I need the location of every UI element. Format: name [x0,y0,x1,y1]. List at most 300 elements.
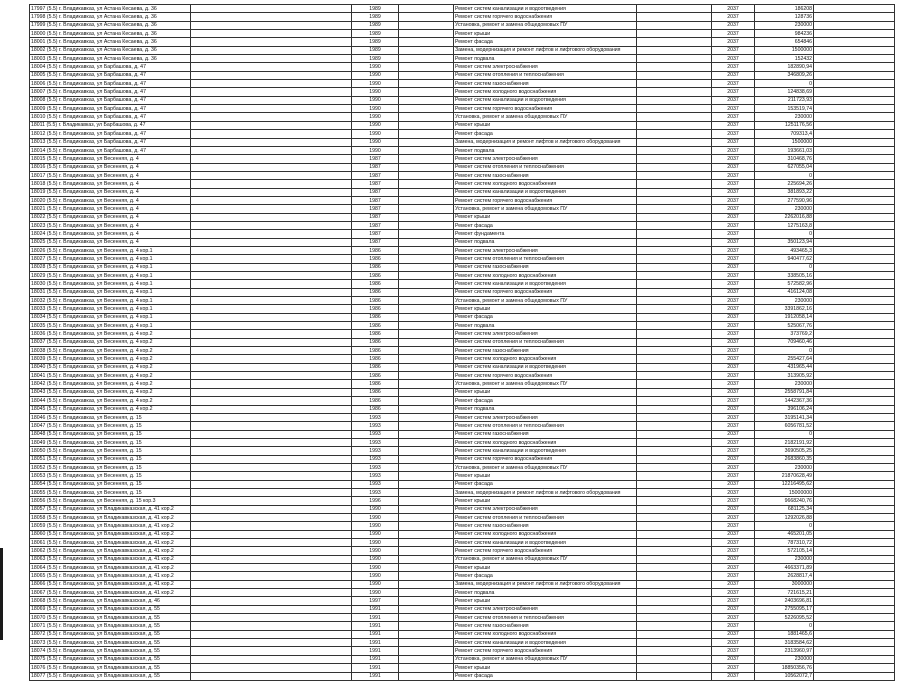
cell-work-type: Ремонт систем электроснабжения [454,505,637,513]
cell-blank [191,422,352,430]
cell-blank [191,88,352,96]
cell-build-year: 1987 [352,180,399,188]
cell-build-year: 1991 [352,614,399,622]
table-row [30,380,895,388]
cell-cost: 709460,46 [755,338,814,346]
cell-blank [637,589,712,597]
cell-work-type: Ремонт систем электроснабжения [454,246,637,254]
cell-blank [399,263,454,271]
table-row [30,96,895,104]
cell-blank [399,246,454,254]
cell-blank [191,105,352,113]
cell-cost: 572582,96 [755,280,814,288]
cell-blank [399,213,454,221]
cell-build-year: 1986 [352,313,399,321]
cell-blank [814,472,895,480]
cell-blank [814,505,895,513]
table-row [30,505,895,513]
cell-plan-year: 2037 [712,138,755,146]
cell-cost: 416124,08 [755,288,814,296]
cell-blank [637,38,712,46]
cell-build-year: 1990 [352,121,399,129]
cell-cost: 230000 [755,113,814,121]
cell-address: 17999 (5.5) г. Владикавказ, ул Астана Кесаева, д. 36 [30,21,191,29]
cell-work-type: Ремонт систем горячего водоснабжения [454,455,637,463]
cell-address: 18040 (5.5) г. Владикавказ, ул Весенняя, д. 4 кор.2 [30,363,191,371]
cell-blank [814,196,895,204]
cell-blank [191,505,352,513]
cell-blank [814,5,895,13]
cell-address: 18047 (5.5) г. Владикавказ, ул Весенняя, д. 15 [30,422,191,430]
cell-address: 18013 (5.5) г. Владикавказ, ул Барбашова, д. 47 [30,138,191,146]
cell-blank [191,180,352,188]
cell-build-year: 1990 [352,138,399,146]
cell-blank [814,138,895,146]
cell-cost: 193661,03 [755,146,814,154]
cell-cost: 0 [755,171,814,179]
cell-work-type: Ремонт систем горячего водоснабжения [454,647,637,655]
table-row [30,347,895,355]
cell-blank [399,380,454,388]
cell-plan-year: 2037 [712,163,755,171]
cell-work-type: Ремонт систем холодного водоснабжения [454,630,637,638]
cell-blank [399,430,454,438]
cell-work-type: Замена, модернизация и ремонт лифтов и лифтового оборудования [454,580,637,588]
cell-cost: 721615,21 [755,589,814,597]
table-row [30,355,895,363]
cell-build-year: 1990 [352,564,399,572]
cell-blank [399,347,454,355]
cell-blank [191,405,352,413]
cell-build-year: 1990 [352,105,399,113]
table-row [30,272,895,280]
cell-plan-year: 2037 [712,55,755,63]
cell-blank [399,180,454,188]
table-row [30,196,895,204]
cell-blank [637,21,712,29]
cell-plan-year: 2037 [712,238,755,246]
cell-blank [191,480,352,488]
cell-blank [191,80,352,88]
cell-plan-year: 2037 [712,438,755,446]
cell-address: 18004 (5.5) г. Владикавказ, ул Барбашова, д. 47 [30,63,191,71]
cell-build-year: 1987 [352,213,399,221]
cell-blank [399,589,454,597]
cell-plan-year: 2037 [712,280,755,288]
cell-blank [191,55,352,63]
cell-build-year: 1991 [352,672,399,680]
cell-cost: 1500000 [755,138,814,146]
cell-blank [637,130,712,138]
table-row [30,580,895,588]
table-row [30,246,895,254]
cell-plan-year: 2037 [712,630,755,638]
cell-blank [637,330,712,338]
cell-build-year: 1993 [352,472,399,480]
cell-blank [637,213,712,221]
table-row [30,622,895,630]
cell-plan-year: 2037 [712,614,755,622]
cell-address: 18024 (5.5) г. Владикавказ, ул Весенняя, д. 4 [30,230,191,238]
cell-blank [814,338,895,346]
cell-cost: 1912058,14 [755,313,814,321]
cell-blank [637,288,712,296]
cell-work-type: Ремонт фасада [454,672,637,680]
cell-blank [399,46,454,54]
cell-build-year: 1987 [352,238,399,246]
cell-work-type: Ремонт фасада [454,397,637,405]
cell-blank [399,96,454,104]
cell-blank [399,355,454,363]
cell-blank [191,630,352,638]
cell-address: 18065 (5.5) г. Владикавказ, ул Владикавказская, д. 41 кор.2 [30,572,191,580]
cell-build-year: 1991 [352,647,399,655]
table-row [30,455,895,463]
cell-build-year: 1993 [352,455,399,463]
cell-address: 18035 (5.5) г. Владикавказ, ул Весенняя, д. 4 кор.1 [30,322,191,330]
table-row [30,38,895,46]
cell-cost: 350123,94 [755,238,814,246]
cell-build-year: 1986 [352,246,399,254]
cell-build-year: 1990 [352,130,399,138]
cell-plan-year: 2037 [712,472,755,480]
cell-blank [814,88,895,96]
cell-blank [191,539,352,547]
cell-blank [399,196,454,204]
cell-plan-year: 2037 [712,522,755,530]
cell-blank [637,438,712,446]
table-row [30,664,895,672]
cell-build-year: 1987 [352,188,399,196]
cell-blank [814,130,895,138]
cell-blank [814,313,895,321]
cell-address: 18008 (5.5) г. Владикавказ, ул Барбашова, д. 47 [30,96,191,104]
cell-address: 18003 (5.5) г. Владикавказ, ул Астана Кесаева, д. 36 [30,55,191,63]
cell-cost: 5226095,52 [755,614,814,622]
cell-work-type: Установка, ремонт и замена общедомовых ПУ [454,21,637,29]
cell-work-type: Установка, ремонт и замена общедомовых ПУ [454,655,637,663]
cell-plan-year: 2037 [712,497,755,505]
cell-build-year: 1987 [352,163,399,171]
cell-blank [191,497,352,505]
cell-blank [191,138,352,146]
cell-build-year: 1993 [352,430,399,438]
cell-blank [191,463,352,471]
cell-work-type: Установка, ремонт и замена общедомовых ПУ [454,297,637,305]
cell-work-type: Ремонт подвала [454,405,637,413]
cell-work-type: Ремонт подвала [454,55,637,63]
cell-blank [399,188,454,196]
cell-plan-year: 2037 [712,380,755,388]
cell-blank [814,622,895,630]
cell-build-year: 1986 [352,272,399,280]
cell-cost: 10562072,7 [755,672,814,680]
cell-cost: 313905,92 [755,372,814,380]
cell-work-type: Ремонт систем отопления и теплоснабжения [454,422,637,430]
cell-work-type: Ремонт систем отопления и теплоснабжения [454,513,637,521]
cell-cost: 230000 [755,463,814,471]
cell-blank [814,455,895,463]
cell-address: 18034 (5.5) г. Владикавказ, ул Весенняя, д. 4 кор.1 [30,313,191,321]
cell-build-year: 1990 [352,547,399,555]
cell-cost: 681125,34 [755,505,814,513]
cell-work-type: Ремонт систем отопления и теплоснабжения [454,338,637,346]
cell-blank [399,455,454,463]
cell-cost: 465201,05 [755,530,814,538]
cell-blank [399,155,454,163]
cell-build-year: 1990 [352,580,399,588]
cell-blank [814,513,895,521]
table-row [30,672,895,680]
cell-blank [191,38,352,46]
cell-blank [191,605,352,613]
cell-blank [814,205,895,213]
cell-work-type: Установка, ремонт и замена общедомовых ПУ [454,205,637,213]
cell-blank [814,288,895,296]
cell-build-year: 1990 [352,88,399,96]
cell-work-type: Ремонт систем холодного водоснабжения [454,180,637,188]
cell-blank [814,397,895,405]
cell-blank [637,488,712,496]
cell-blank [399,447,454,455]
cell-blank [814,597,895,605]
cell-blank [399,463,454,471]
cell-address: 18000 (5.5) г. Владикавказ, ул Астана Кесаева, д. 36 [30,30,191,38]
cell-cost: 1292026,88 [755,513,814,521]
cell-work-type: Ремонт фасада [454,313,637,321]
cell-build-year: 1991 [352,605,399,613]
table-row [30,463,895,471]
cell-blank [814,263,895,271]
cell-blank [399,597,454,605]
cell-address: 18074 (5.5) г. Владикавказ, ул Владикавказская, д. 55 [30,647,191,655]
cell-address: 18023 (5.5) г. Владикавказ, ул Весенняя, д. 4 [30,221,191,229]
cell-blank [191,388,352,396]
cell-cost: 2558791,84 [755,388,814,396]
cell-work-type: Ремонт крыши [454,121,637,129]
cell-cost: 654846 [755,38,814,46]
cell-work-type: Ремонт систем горячего водоснабжения [454,196,637,204]
cell-plan-year: 2037 [712,21,755,29]
cell-plan-year: 2037 [712,597,755,605]
cell-blank [399,438,454,446]
cell-build-year: 1986 [352,363,399,371]
cell-build-year: 1996 [352,497,399,505]
cell-work-type: Ремонт крыши [454,305,637,313]
cell-blank [814,422,895,430]
cell-cost: 1275163,8 [755,221,814,229]
cell-blank [399,88,454,96]
cell-blank [637,597,712,605]
cell-plan-year: 2037 [712,555,755,563]
cell-blank [191,555,352,563]
cell-blank [814,155,895,163]
cell-address: 18021 (5.5) г. Владикавказ, ул Весенняя, д. 4 [30,205,191,213]
cell-blank [399,255,454,263]
cell-blank [191,238,352,246]
cell-blank [637,272,712,280]
table-row [30,605,895,613]
cell-address: 18076 (5.5) г. Владикавказ, ул Владикавказская, д. 55 [30,664,191,672]
cell-blank [191,655,352,663]
cell-build-year: 1990 [352,146,399,154]
table-row [30,130,895,138]
cell-work-type: Ремонт систем холодного водоснабжения [454,272,637,280]
cell-work-type: Ремонт систем канализации и водоотведения [454,639,637,647]
cell-blank [814,46,895,54]
cell-address: 18067 (5.5) г. Владикавказ, ул Владикавказская, д. 41 кор.2 [30,589,191,597]
cell-work-type: Ремонт систем холодного водоснабжения [454,530,637,538]
cell-blank [637,630,712,638]
table-row [30,422,895,430]
cell-plan-year: 2037 [712,664,755,672]
cell-work-type: Ремонт систем холодного водоснабжения [454,355,637,363]
cell-work-type: Ремонт крыши [454,30,637,38]
cell-blank [637,547,712,555]
cell-address: 18005 (5.5) г. Владикавказ, ул Барбашова, д. 47 [30,71,191,79]
cell-work-type: Ремонт фасада [454,130,637,138]
cell-blank [814,272,895,280]
cell-blank [191,430,352,438]
table-row [30,121,895,129]
cell-build-year: 1989 [352,55,399,63]
table-row [30,539,895,547]
table-row [30,322,895,330]
cell-address: 18066 (5.5) г. Владикавказ, ул Владикавказская, д. 41 кор.2 [30,580,191,588]
cell-plan-year: 2037 [712,447,755,455]
cell-build-year: 1993 [352,480,399,488]
cell-blank [191,280,352,288]
cell-cost: 277590,96 [755,196,814,204]
cell-blank [399,30,454,38]
cell-address: 18057 (5.5) г. Владикавказ, ул Владикавказская, д. 41 кор.2 [30,505,191,513]
cell-address: 18038 (5.5) г. Владикавказ, ул Весенняя, д. 4 кор.2 [30,347,191,355]
cell-blank [814,113,895,121]
cell-cost: 182890,94 [755,63,814,71]
table-row [30,413,895,421]
cell-build-year: 1986 [352,322,399,330]
cell-plan-year: 2037 [712,38,755,46]
cell-blank [814,230,895,238]
cell-blank [191,297,352,305]
cell-blank [191,488,352,496]
cell-blank [399,505,454,513]
cell-work-type: Ремонт систем горячего водоснабжения [454,288,637,296]
cell-blank [637,155,712,163]
cell-blank [191,63,352,71]
cell-cost: 15000000 [755,488,814,496]
cell-blank [191,330,352,338]
cell-blank [814,330,895,338]
cell-work-type: Ремонт систем горячего водоснабжения [454,13,637,21]
cell-cost: 431965,44 [755,363,814,371]
cell-address: 18033 (5.5) г. Владикавказ, ул Весенняя, д. 4 кор.1 [30,305,191,313]
cell-address: 18048 (5.5) г. Владикавказ, ул Весенняя, д. 15 [30,430,191,438]
cell-address: 18069 (5.5) г. Владикавказ, ул Владикавказская, д. 55 [30,605,191,613]
cell-plan-year: 2037 [712,355,755,363]
cell-plan-year: 2037 [712,622,755,630]
cell-blank [814,488,895,496]
cell-blank [191,672,352,680]
cell-plan-year: 2037 [712,455,755,463]
cell-blank [191,263,352,271]
cell-blank [814,297,895,305]
cell-blank [814,363,895,371]
cell-blank [814,221,895,229]
cell-blank [814,605,895,613]
cell-address: 18030 (5.5) г. Владикавказ, ул Весенняя, д. 4 кор.1 [30,280,191,288]
cell-cost: 0 [755,230,814,238]
cell-blank [814,497,895,505]
table-row [30,447,895,455]
table-row [30,397,895,405]
cell-plan-year: 2037 [712,272,755,280]
cell-work-type: Ремонт систем отопления и теплоснабжения [454,71,637,79]
cell-blank [399,472,454,480]
cell-cost: 2683860,35 [755,455,814,463]
cell-blank [191,246,352,254]
cell-plan-year: 2037 [712,246,755,254]
cell-plan-year: 2037 [712,46,755,54]
cell-plan-year: 2037 [712,647,755,655]
cell-build-year: 1986 [352,330,399,338]
cell-blank [191,347,352,355]
cell-blank [814,255,895,263]
cell-plan-year: 2037 [712,263,755,271]
cell-blank [814,71,895,79]
cell-address: 18016 (5.5) г. Владикавказ, ул Весенняя, д. 4 [30,163,191,171]
cell-blank [814,447,895,455]
cell-cost: 230000 [755,205,814,213]
cell-address: 18042 (5.5) г. Владикавказ, ул Весенняя, д. 4 кор.2 [30,380,191,388]
cell-cost: 310468,76 [755,155,814,163]
cell-cost: 211723,93 [755,96,814,104]
cell-address: 18058 (5.5) г. Владикавказ, ул Владикавказская, д. 41 кор.2 [30,513,191,521]
cell-plan-year: 2037 [712,213,755,221]
cell-plan-year: 2037 [712,196,755,204]
cell-cost: 230000 [755,21,814,29]
cell-build-year: 1986 [352,338,399,346]
cell-blank [814,413,895,421]
table-row [30,263,895,271]
cell-plan-year: 2037 [712,305,755,313]
cell-blank [637,655,712,663]
cell-blank [814,564,895,572]
cell-blank [637,297,712,305]
cell-address: 18064 (5.5) г. Владикавказ, ул Владикавказская, д. 41 кор.2 [30,564,191,572]
table-row [30,438,895,446]
cell-blank [814,372,895,380]
cell-address: 18063 (5.5) г. Владикавказ, ул Владикавказская, д. 41 кор.2 [30,555,191,563]
cell-blank [191,513,352,521]
cell-cost: 1442367,36 [755,397,814,405]
cell-plan-year: 2037 [712,105,755,113]
cell-blank [814,580,895,588]
cell-blank [191,96,352,104]
cell-work-type: Ремонт крыши [454,388,637,396]
cell-work-type: Ремонт систем горячего водоснабжения [454,547,637,555]
cell-blank [191,188,352,196]
cell-plan-year: 2037 [712,547,755,555]
cell-plan-year: 2037 [712,530,755,538]
cell-blank [191,163,352,171]
cell-blank [814,355,895,363]
cell-blank [399,55,454,63]
cell-blank [399,80,454,88]
cell-cost: 493465,3 [755,246,814,254]
cell-blank [191,530,352,538]
cell-plan-year: 2037 [712,330,755,338]
